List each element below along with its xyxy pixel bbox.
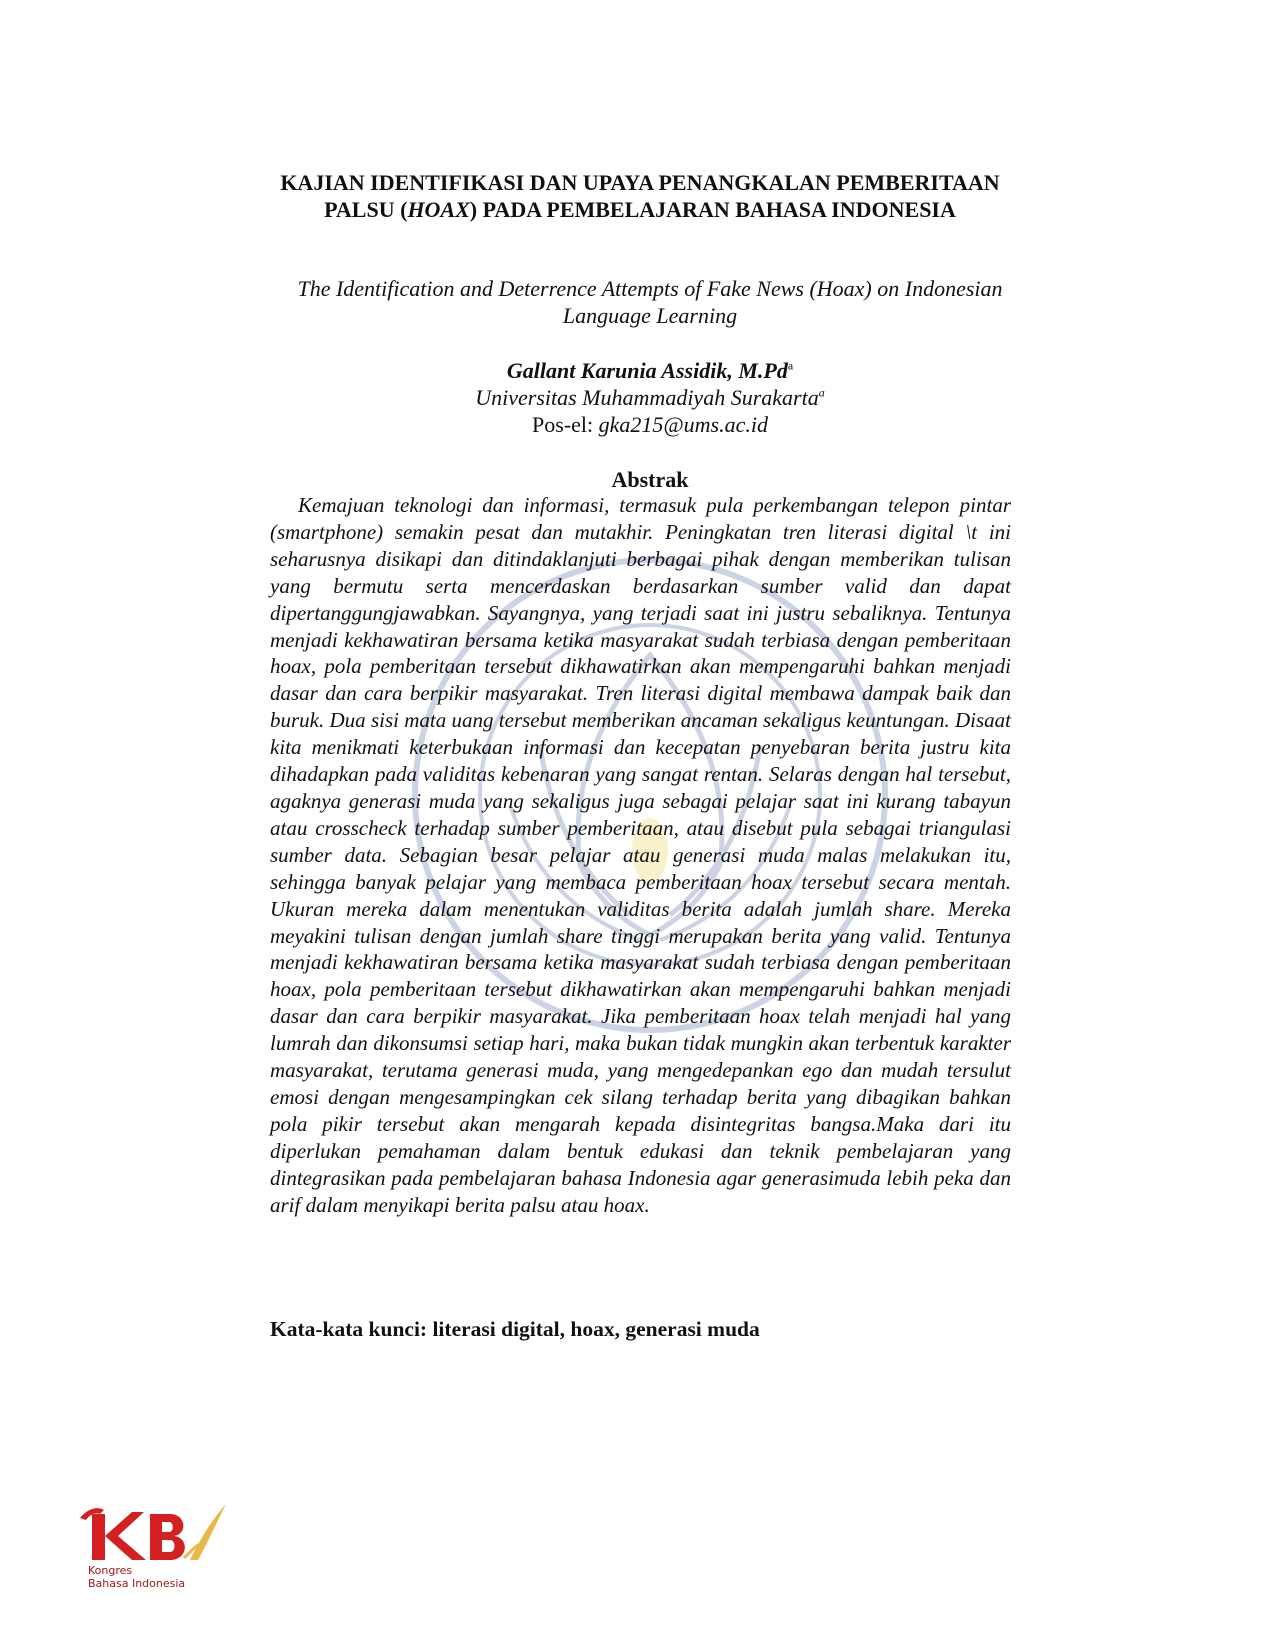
logo-line-1: Kongres: [88, 1564, 133, 1577]
english-title: The Identification and Deterrence Attempts of Fake News (Hoax) on Indonesian Language Learning: [297, 276, 1003, 328]
affiliation: Universitas Muhammadiyah Surakarta: [475, 385, 819, 410]
keywords: Kata-kata kunci: literasi digital, hoax, generasi muda: [270, 1317, 760, 1341]
title-part-1: KAJIAN IDENTIFIKASI DAN UPAYA PENANGKALAN PEMBERITAAN PALSU (: [280, 170, 1000, 222]
title-italic-term: HOAX: [407, 197, 470, 222]
title-part-2: ) PADA PEMBELAJARAN BAHASA INDONESIA: [469, 197, 956, 222]
email-address: gka215@ums.ac.id: [598, 412, 768, 437]
kbi-logo-mark: [70, 1500, 230, 1566]
paper-title: [260, 169, 1020, 223]
author-superscript: a: [787, 358, 794, 373]
abstract-body: Kemajuan teknologi dan informasi, termasuk pula perkembangan telepon pintar (smartphone) semakin pesat dan mutakhir. Peningkatan tren literasi digital \t ini seharusnya disikapi dan ditindaklanjuti berbagai pihak dengan memberikan tulisan yang bermutu serta mencerdaskan berdasarkan sumber valid dan dapat dipertanggungjawabkan. Sayangnya, yang terjadi saat ini justru sebaliknya. Tentunya menjadi kekhawatiran bersama ketika masyarakat sudah terbiasa dengan pemberitaan hoax, pola pemberitaan tersebut dikhawatirkan akan mempengaruhi bahkan menjadi dasar dan cara berpikir masyarakat. Tren literasi digital membawa dampak baik dan buruk. Dua sisi mata uang tersebut memberikan ancaman sekaligus keuntungan. Disaat kita menikmati keterbukaan informasi dan kecepatan penyebaran berita justru kita dihadapkan pada validitas kebenaran yang sangat rentan. Selaras dengan hal tersebut, agaknya generasi muda yang sekaligus juga sebagai pelajar saat ini kurang tabayun atau crosscheck terhadap sumber pemberitaan, atau disebut pula sebagai triangulasi sumber data. Sebagian besar pelajar atau generasi muda malas melakukan itu, sehingga banyak pelajar yang membaca pemberitaan hoax tersebut secara mentah. Ukuran mereka dalam menentukan validitas berita adalah jumlah share. Mereka meyakini tulisan dengan jumlah share tinggi merupakan berita yang valid. Tentunya menjadi kekhawatiran bersama ketika masyarakat sudah terbiasa dengan pemberitaan hoax, pola pemberitaan tersebut dikhawatirkan akan mempengaruhi bahkan menjadi dasar dan cara berpikir masyarakat. Jika pemberitaan hoax telah menjadi hal yang lumrah dan dikonsumsi setiap hari, maka bukan tidak mungkin akan terbentuk karakter masyarakat, terutama generasi muda, yang mengedepankan ego dan mudah tersulut emosi dengan mengesampingkan cek silang terhadap berita yang dibagikan bahkan pola pikir tersebut akan mengarah kepada disintegritas bangsa.Maka dari itu diperlukan pemahaman dalam bentuk edukasi dan teknik pembelajaran yang dintegrasikan pada pembelajaran bahasa Indonesia agar generasimuda lebih peka dan arif dalam menyikapi berita palsu atau hoax.: [270, 493, 1011, 1217]
kbi-logo: [70, 1500, 230, 1592]
email-line: [260, 411, 1040, 438]
abstract-heading: Abstrak: [611, 467, 689, 492]
email-label: Pos-el:: [532, 412, 599, 437]
logo-line-2: Bahasa Indonesia: [88, 1577, 186, 1590]
author-name: Gallant Karunia Assidik, M.Pd: [506, 358, 788, 383]
author-line: [260, 357, 1040, 384]
affiliation-line: [260, 384, 1040, 411]
affiliation-superscript: a: [818, 385, 825, 400]
